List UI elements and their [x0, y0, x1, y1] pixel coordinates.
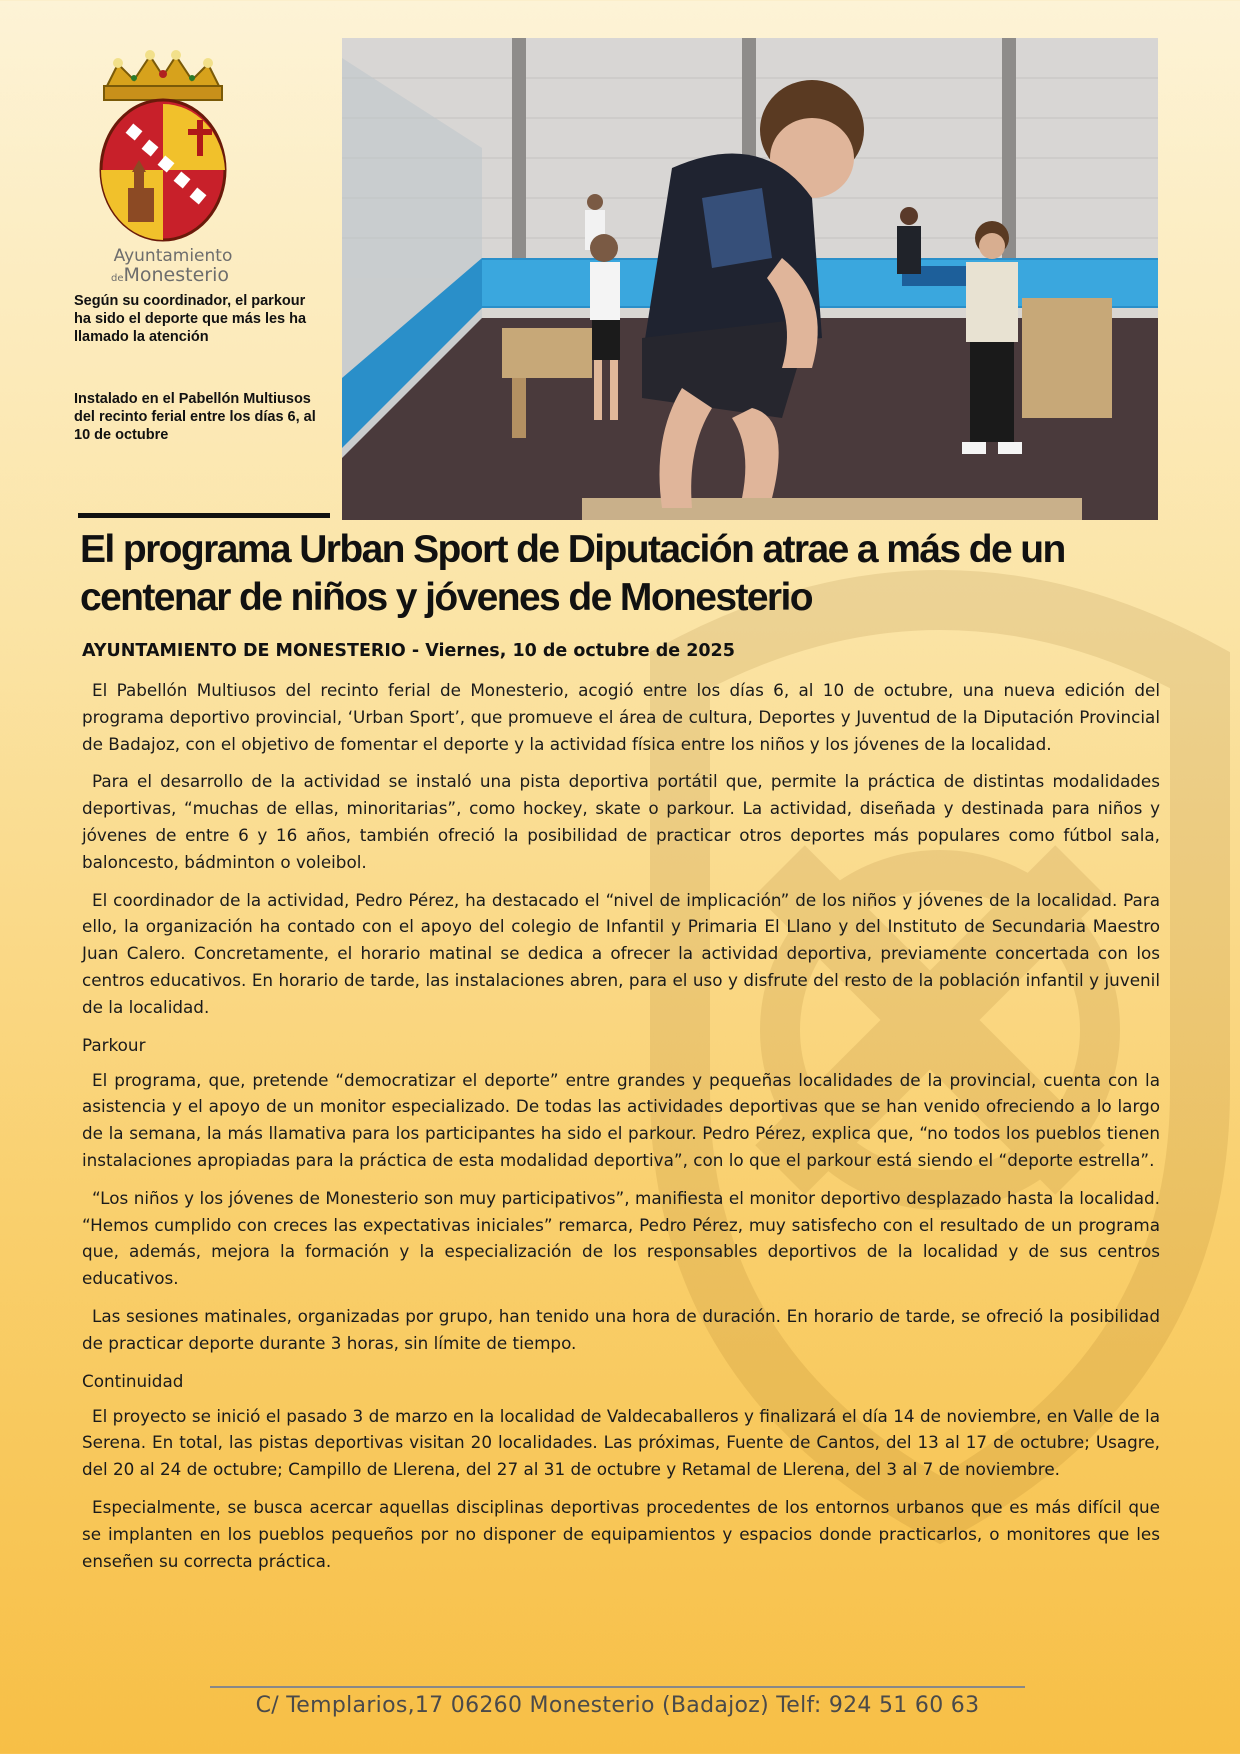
footer-address: C/ Templarios,17 06260 Monesterio (Badajoz) Telf: 924 51 60 63	[255, 1693, 980, 1718]
article-body	[82, 677, 1160, 1585]
article-headline: El programa Urban Sport de Diputación atrae a más de un centenar de niños y jóvenes de Monesterio	[80, 528, 1065, 619]
footer-rule	[210, 1686, 1025, 1688]
logo-text-name: Monesterio	[123, 264, 229, 286]
paragraph: Para el desarrollo de la actividad se instaló una pista deportiva portátil que, permite la práctica de distintas modalidades deportivas, “muchas de ellas, minoritarias”, como hockey, skate o parkour. La actividad, diseñada y destinada para niños y jóvenes de entre 6 y 16 años, también ofreció la posibilidad de practicar otros deportes más populares como fútbol sala, baloncesto, bádminton o voleibol.	[82, 771, 1160, 872]
coat-of-arms-icon	[88, 48, 238, 248]
shield-icon	[101, 100, 225, 240]
logo-text-ayuntamiento: Ayuntamiento	[113, 246, 233, 266]
paragraph: “Los niños y los jóvenes de Monesterio son muy participativos”, manifiesta el monitor deportivo desplazado hasta la localidad. “Hemos cumplido con creces las expectativas iniciales” remarca, Pedro Pérez, muy satisfecho con el resultado de un programa que, además, mejora la formación y la especialización de los responsables deportivos de la localidad y de sus centros educativos.	[82, 1187, 1160, 1289]
paragraph: El programa, que, pretende “democratizar el deporte” entre grandes y pequeñas localidades de la provincial, cuenta con la asistencia y el apoyo de un monitor especializado. De todas las actividades deportivas que se han venido ofreciendo a lo largo de la semana, la más llamativa para los participantes ha sido el parkour. Pedro Pérez, explica que, “no todos los pueblos tienen instalaciones apropiadas para la práctica de esta modalidad deportiva”, con lo que el parkour está siendo el “deporte estrella”.	[82, 1069, 1160, 1170]
parkour-photo-illustration	[342, 38, 1158, 520]
paragraph: El Pabellón Multiusos del recinto ferial de Monesterio, acogió entre los días 6, al 10 de octubre, una nueva edición del programa deportivo provincial, ‘Urban Sport’, que promueve el área de cultura, Deportes y Juventud de la Diputación Provincial de Badajoz, con el objetivo de fomentar el deporte y la actividad física entre los niños y los jóvenes de la localidad.	[82, 680, 1160, 754]
headline-rule	[78, 513, 330, 518]
paragraph: El coordinador de la actividad, Pedro Pérez, ha destacado el “nivel de implicación” de los niños y jóvenes de la localidad. Para ello, la organización ha contado con el apoyo del colegio de Infantil y Primaria El Llano y del Instituto de Secundaria Maestro Juan Calero. Concretamente, el horario matinal se dedica a ofrecer la actividad deportiva, previamente concertada con los centros educativos. En horario de tarde, las instalaciones abren, para el uso y disfrute del resto de la población infantil y juvenil de la localidad.	[82, 889, 1160, 1017]
paragraph: Especialmente, se busca acercar aquellas disciplinas deportivas procedentes de los entornos urbanos que es más difícil que se implanten en los pueblos pequeños por no disponer de equipamientos y espacios donde practicarlos, o monitores que les enseñen su correcta práctica.	[82, 1496, 1160, 1571]
paragraph: El proyecto se inició el pasado 3 de marzo en la localidad de Valdecaballeros y finalizará el día 14 de noviembre, en Valle de la Serena. En total, las pistas deportivas visitan 20 localidades. Las próximas, Fuente de Cantos, del 13 al 17 de octubre; Usagre, del 20 al 24 de octubre; Campillo de Llerena, del 27 al 31 de octubre y Retamal de Llerena, del 3 al 7 de noviembre.	[82, 1405, 1160, 1480]
section-heading-continuidad: Continuidad	[82, 1370, 184, 1391]
logo-text-de: de	[110, 273, 124, 284]
crown-icon	[104, 50, 222, 100]
article-photo	[342, 38, 1158, 520]
paragraph: Las sesiones matinales, organizadas por grupo, han tenido una hora de duración. En horario de tarde, se ofreció la posibilidad de practicar deporte durante 3 horas, sin límite de tiempo.	[82, 1305, 1160, 1353]
photo-caption-2: Instalado en el Pabellón Multiusos del recinto ferial entre los días 6, al 10 de octubre	[74, 391, 316, 443]
article-byline: AYUNTAMIENTO DE MONESTERIO - Viernes, 10 de octubre de 2025	[82, 641, 735, 661]
municipal-logo	[88, 48, 238, 288]
logo-text-monesterio	[90, 264, 250, 286]
photo-caption-1: Según su coordinador, el parkour ha sido el deporte que más les ha llamado la atención	[74, 293, 307, 345]
section-heading-parkour: Parkour	[82, 1034, 146, 1055]
